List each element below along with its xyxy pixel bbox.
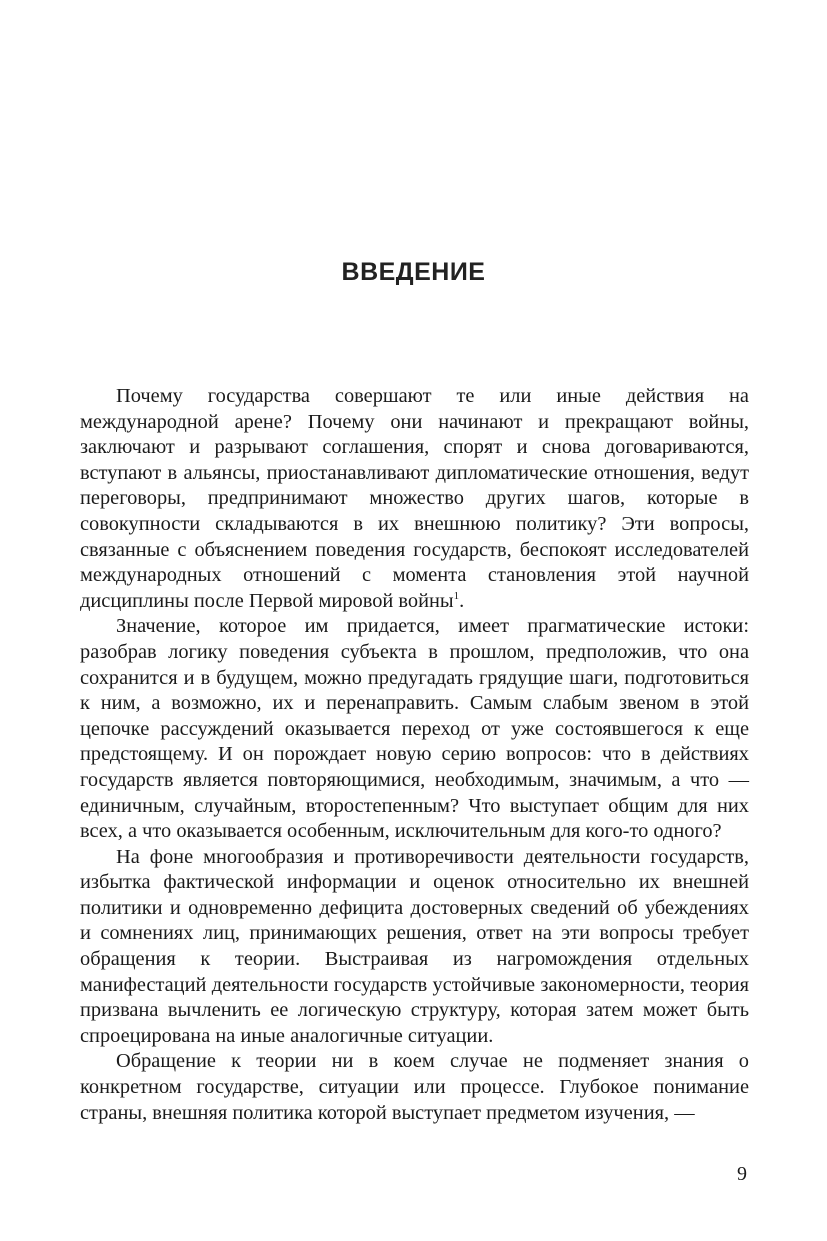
paragraph-4: Обращение к теории ни в коем случае не подменяет знания о конкретном государстве, ситуации или процессе. Глубокое понимание страны, внешняя политика которой выступает предметом изучения, — xyxy=(80,1050,749,1124)
paragraph-1-tail: . xyxy=(459,589,465,612)
paragraph-1 xyxy=(80,384,749,614)
body-text xyxy=(80,384,749,1126)
paragraph-2: Значение, которое им придается, имеет прагматические истоки: разобрав логику поведения субъекта в прошлом, предположив, что она сохранится и в будущем, можно предугадать грядущие шаги, подготовиться к ним, а возможно, их и перенаправить. Самым слабым звеном в этой цепочке рассуждений оказывается переход от уже состоявшегося к еще предстоящему. И он порождает новую серию вопросов: что в действиях государств является повторяющимися, необходимым, значимым, а что — единичным, случайным, второстепенным? Что выступает общим для них всех, а что оказывается особенным, исключительным для кого-то одного? xyxy=(80,615,749,843)
chapter-heading: ВВЕДЕНИЕ xyxy=(341,258,486,286)
paragraph-3: На фоне многообразия и противоречивости деятельности государств, избытка фактической информации и оценок относительно их внешней политики и одновременно дефицита достоверных сведений об убеждениях и сомнениях лиц, принимающих решения, ответ на эти вопросы требует обращения к теории. Выстраивая из нагромождения отдельных манифестаций деятельности государств устойчивые закономерности, теория призвана вычленить ее логическую структуру, которая затем может быть спроецирована на иные аналогичные ситуации. xyxy=(80,845,749,1047)
page-number: 9 xyxy=(737,1163,747,1185)
paragraph-1-text: Почему государства совершают те или иные действия на международной арене? Почему они начинают и прекращают войны, заключают и разрывают соглашения, спорят и снова договариваются, вступают в альянсы, приостанавливают дипломатические отношения, ведут переговоры, предпринимают множество других шагов, которые в совокупности складываются в их внешнюю политику? Эти вопросы, связанные с объяснением поведения государств, беспокоят исследователей международных отношений с момента становления этой научной дисциплины после Первой мировой войны xyxy=(80,385,749,612)
footnote-marker[interactable]: 1 xyxy=(453,589,460,602)
